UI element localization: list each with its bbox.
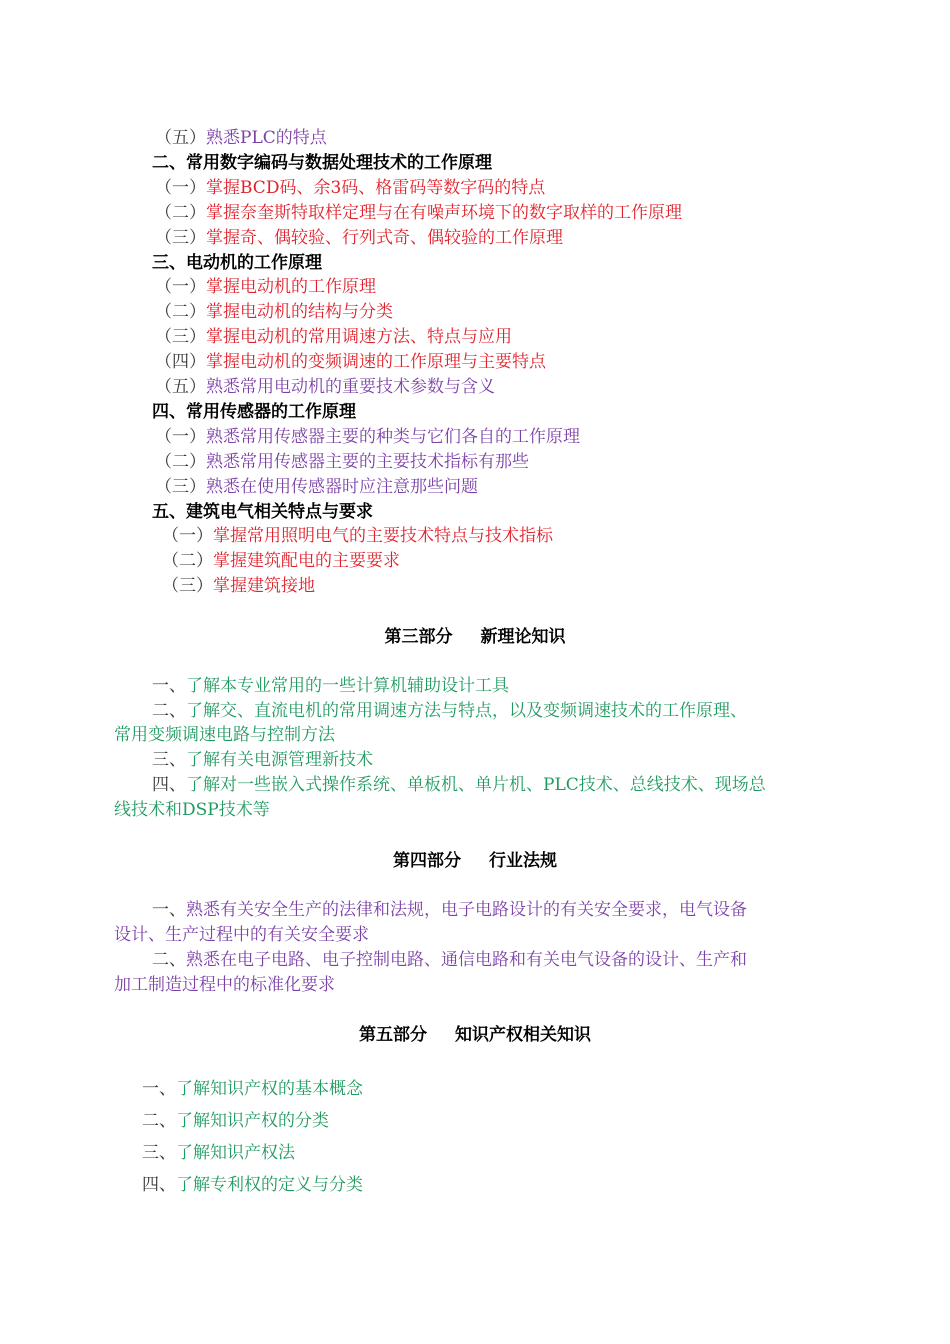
part-title: 第三部分 新理论知识 [384, 627, 566, 647]
list-item: 二、熟悉在电子电路、电子控制电路、通信电路和有关电气设备的设计、生产和 [152, 950, 747, 970]
list-item: （三）掌握建筑接地 [162, 576, 315, 596]
list-item-continuation: 设计、生产过程中的有关安全要求 [114, 925, 369, 945]
list-item-continuation: 常用变频调速电路与控制方法 [114, 725, 335, 745]
list-item: （二）掌握建筑配电的主要要求 [162, 551, 400, 571]
list-item-continuation: 线技术和DSP技术等 [114, 800, 270, 820]
list-item: （二）掌握奈奎斯特取样定理与在有噪声环境下的数字取样的工作原理 [155, 203, 682, 223]
part-title: 第五部分 知识产权相关知识 [359, 1025, 591, 1045]
list-item: （二）熟悉常用传感器主要的主要技术指标有那些 [155, 452, 529, 472]
list-item: （二）掌握电动机的结构与分类 [155, 302, 393, 322]
list-item: 一、了解知识产权的基本概念 [142, 1079, 363, 1099]
list-item: 二、了解交、直流电机的常用调速方法与特点，以及变频调速技术的工作原理、 [152, 701, 747, 721]
part-title: 第四部分 行业法规 [393, 851, 557, 871]
list-item: （五）熟悉PLC的特点 [155, 128, 327, 148]
list-item: 四、了解专利权的定义与分类 [142, 1175, 363, 1195]
list-item: 一、了解本专业常用的一些计算机辅助设计工具 [152, 676, 509, 696]
list-item: 二、了解知识产权的分类 [142, 1111, 329, 1131]
section-heading: 四、常用传感器的工作原理 [152, 402, 356, 422]
list-item: （三）熟悉在使用传感器时应注意那些问题 [155, 477, 478, 497]
section-heading: 五、建筑电气相关特点与要求 [152, 502, 373, 522]
section-heading: 三、电动机的工作原理 [152, 253, 322, 273]
list-item: （五）熟悉常用电动机的重要技术参数与含义 [155, 377, 495, 397]
list-item: （三）掌握奇、偶较验、行列式奇、偶较验的工作原理 [155, 228, 563, 248]
list-item: （一）掌握BCD码、余3码、格雷码等数字码的特点 [155, 178, 546, 198]
list-item: （一）熟悉常用传感器主要的种类与它们各自的工作原理 [155, 427, 580, 447]
list-item: 三、了解知识产权法 [142, 1143, 295, 1163]
list-item: （一）掌握电动机的工作原理 [155, 277, 376, 297]
list-item: （四）掌握电动机的变频调速的工作原理与主要特点 [155, 352, 546, 372]
list-item: 一、熟悉有关安全生产的法律和法规，电子电路设计的有关安全要求，电气设备 [152, 900, 747, 920]
list-item: （三）掌握电动机的常用调速方法、特点与应用 [155, 327, 512, 347]
list-item: 四、了解对一些嵌入式操作系统、单板机、单片机、PLC技术、总线技术、现场总 [152, 775, 766, 795]
list-item: 三、了解有关电源管理新技术 [152, 750, 373, 770]
list-item-continuation: 加工制造过程中的标准化要求 [114, 975, 335, 995]
list-item: （一）掌握常用照明电气的主要技术特点与技术指标 [162, 526, 553, 546]
section-heading: 二、常用数字编码与数据处理技术的工作原理 [152, 153, 492, 173]
